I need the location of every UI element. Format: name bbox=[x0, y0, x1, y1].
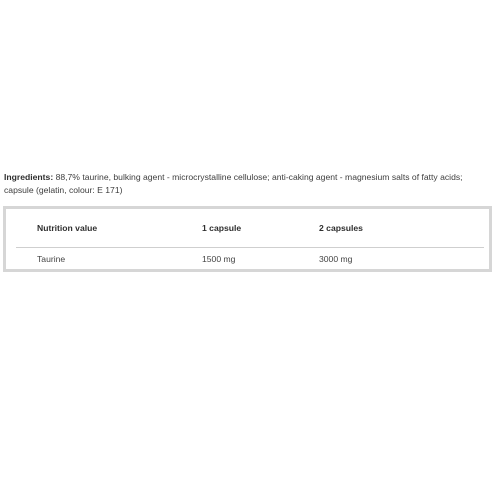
header-2-capsules: 2 capsules bbox=[319, 223, 363, 233]
header-1-capsule: 1 capsule bbox=[202, 223, 242, 233]
row-2-capsules-value: 3000 mg bbox=[319, 254, 353, 264]
row-1-capsule-value: 1500 mg bbox=[202, 254, 236, 264]
ingredients-label: Ingredients: bbox=[4, 172, 54, 182]
table-row bbox=[16, 248, 484, 272]
header-nutrition-value: Nutrition value bbox=[37, 223, 98, 233]
row-nutrient-name: Taurine bbox=[37, 254, 66, 264]
ingredients-text bbox=[4, 171, 490, 197]
nutrition-table bbox=[3, 206, 492, 272]
nutrition-table-header bbox=[16, 209, 484, 248]
ingredients-list: 88,7% taurine, bulking agent - microcrystalline cellulose; anti-caking agent - magnesium salts of fatty acids; capsule (gelatin, colour: E 171) bbox=[4, 172, 463, 195]
